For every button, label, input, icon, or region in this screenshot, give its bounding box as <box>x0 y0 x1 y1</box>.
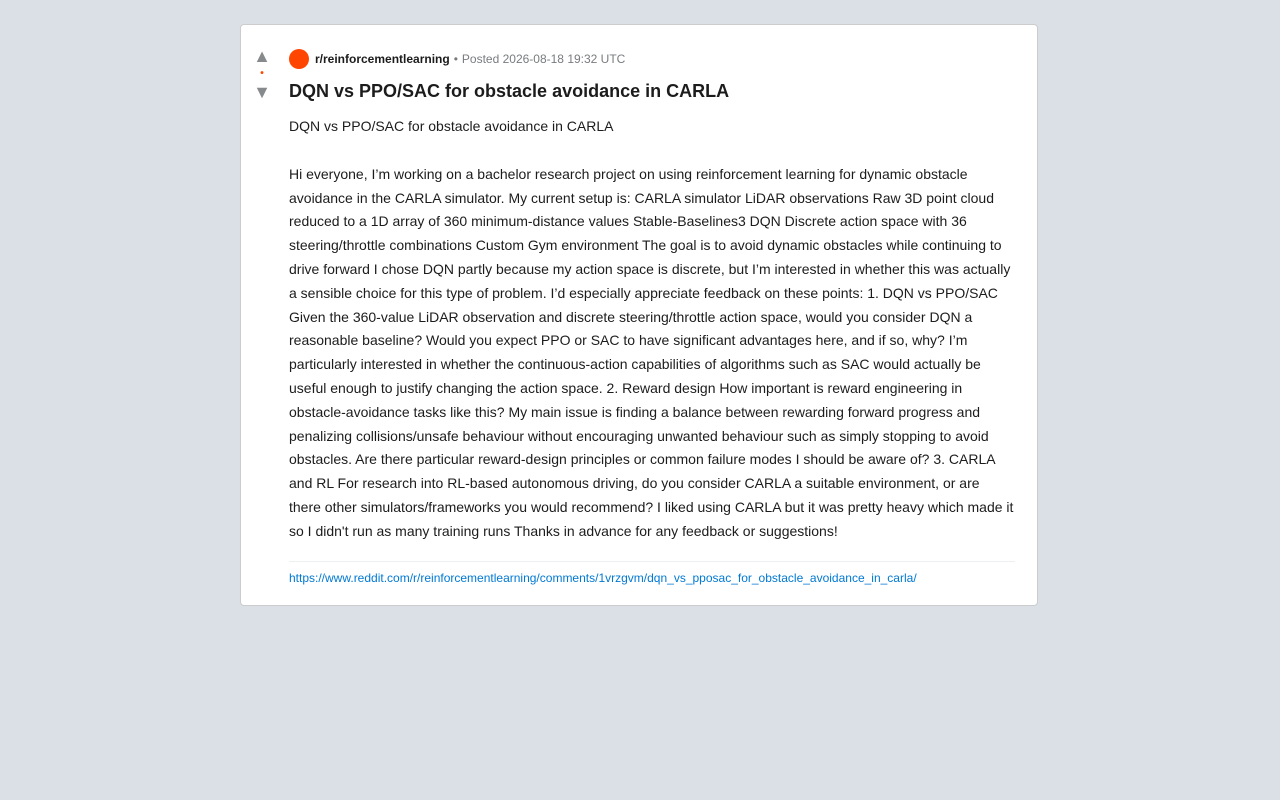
posted-timestamp: Posted 2026-08-18 19:32 UTC <box>461 52 626 66</box>
post-body-text: Hi everyone, I’m working on a bachelor research project on using reinforcement learning for dynamic obstacle avoidance in the CARLA simulator. My current setup is: CARLA simulator LiDAR observations Raw 3D point cloud reduced to a 1D array of 360 minimum-distance values Stable-Baselines3 DQN Discrete action space with 36 steering/throttle combinations Custom Gym environment The goal is to avoid dynamic obstacles while continuing to drive forward I chose DQN partly because my action space is discrete, but I’m interested in whether this was actually a sensible choice for this type of problem. I’d especially appreciate feedback on these points: 1. DQN vs PPO/SAC Given the 360-value LiDAR observation and discrete steering/throttle action space, would you consider DQN a reasonable baseline? Would you expect PPO or SAC to have significant advantages here, and if so, why? I’m particularly interested in whether the continuous-action capabilities of algorithms such as SAC would actually be useful enough to justify changing the action space. 2. Reward design How important is reward engineering in obstacle-avoidance tasks like this? My main issue is finding a balance between rewarding forward progress and penalizing collisions/unsafe behaviour without encouraging unwanted behaviour such as simply stopping to avoid obstacles. Are there particular reward-design principles or common failure modes I should be aware of? 3. CARLA and RL For research into RL-based autonomous driving, do you consider CARLA a suitable environment, or are there other simulators/frameworks you would recommend? I liked using CARLA but it was pretty heavy which made it so I didn't run as many training runs Thanks in advance for any feedback or suggestions! <box>289 165 1014 539</box>
divider <box>289 561 1015 562</box>
vote-column <box>241 47 283 101</box>
subreddit-name[interactable]: r/reinforcementlearning <box>315 52 450 66</box>
post-body <box>289 115 1015 544</box>
meta-separator: • <box>453 52 458 66</box>
upvote-icon[interactable]: ▲ <box>253 46 271 66</box>
post-meta <box>289 48 1015 70</box>
post-card <box>240 24 1038 606</box>
post-title[interactable]: DQN vs PPO/SAC for obstacle avoidance in CARLA <box>289 81 730 101</box>
vote-score: • <box>260 68 264 79</box>
downvote-icon[interactable]: ▼ <box>253 82 271 102</box>
post-url-link[interactable]: https://www.reddit.com/r/reinforcementlearning/comments/1vrzgvm/dqn_vs_pposac_for_obstacle_avoidance_in_carla/ <box>289 570 917 585</box>
post-body-heading: DQN vs PPO/SAC for obstacle avoidance in CARLA <box>289 118 614 134</box>
post-content <box>289 48 1015 587</box>
subreddit-avatar-icon[interactable] <box>289 49 309 69</box>
